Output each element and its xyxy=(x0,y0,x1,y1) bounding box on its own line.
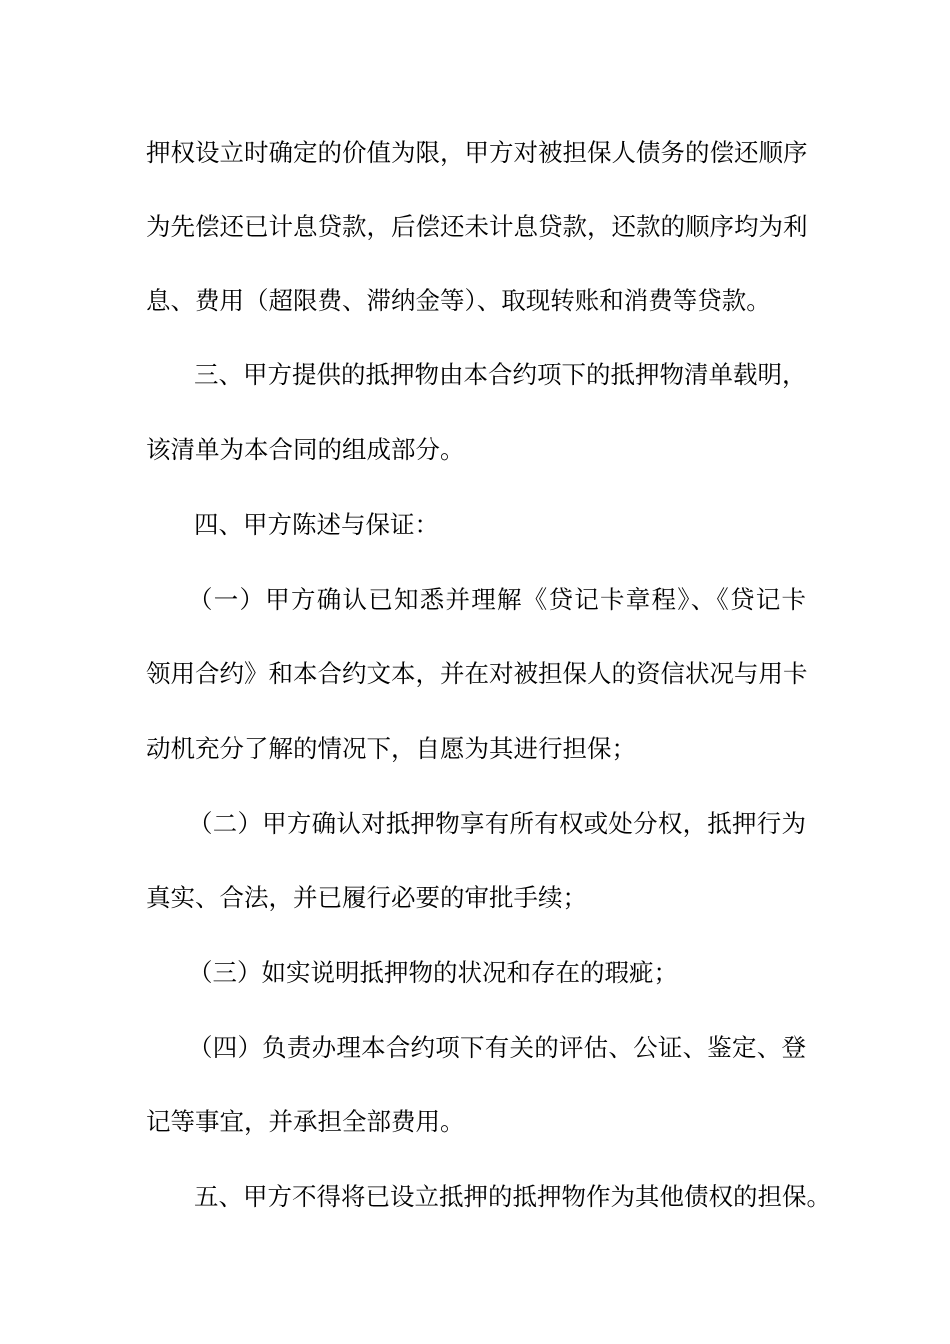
text-line: 为先偿还已计息贷款，后偿还未计息贷款，还款的顺序均为利 xyxy=(146,212,808,241)
text-line: 动机充分了解的情况下，自愿为其进行担保； xyxy=(146,734,636,763)
text-line: 真实、合法，并已履行必要的审批手续； xyxy=(146,883,587,912)
text-line: （三）如实说明抵押物的状况和存在的瑕疵； xyxy=(188,958,678,987)
text-line: 三、甲方提供的抵押物由本合约项下的抵押物清单载明， xyxy=(194,360,807,389)
text-line: （四）负责办理本合约项下有关的评估、公证、鉴定、登 xyxy=(188,1033,806,1062)
text-line: 押权设立时确定的价值为限，甲方对被担保人债务的偿还顺序 xyxy=(146,138,808,167)
text-line: 息、费用（超限费、滞纳金等）、取现转账和消费等贷款。 xyxy=(146,286,771,315)
text-line: 领用合约》和本合约文本，并在对被担保人的资信状况与用卡 xyxy=(146,659,808,688)
text-line: 四、甲方陈述与保证： xyxy=(194,510,439,539)
text-line: （一）甲方确认已知悉并理解《贷记卡章程》、《贷记卡 xyxy=(188,585,806,614)
text-line: （二）甲方确认对抵押物享有所有权或处分权，抵押行为 xyxy=(188,809,806,838)
text-line: 五、甲方不得将已设立抵押的抵押物作为其他债权的担保。 xyxy=(194,1182,831,1211)
text-line: 该清单为本合同的组成部分。 xyxy=(146,435,465,464)
text-line: 记等事宜，并承担全部费用。 xyxy=(146,1107,465,1136)
